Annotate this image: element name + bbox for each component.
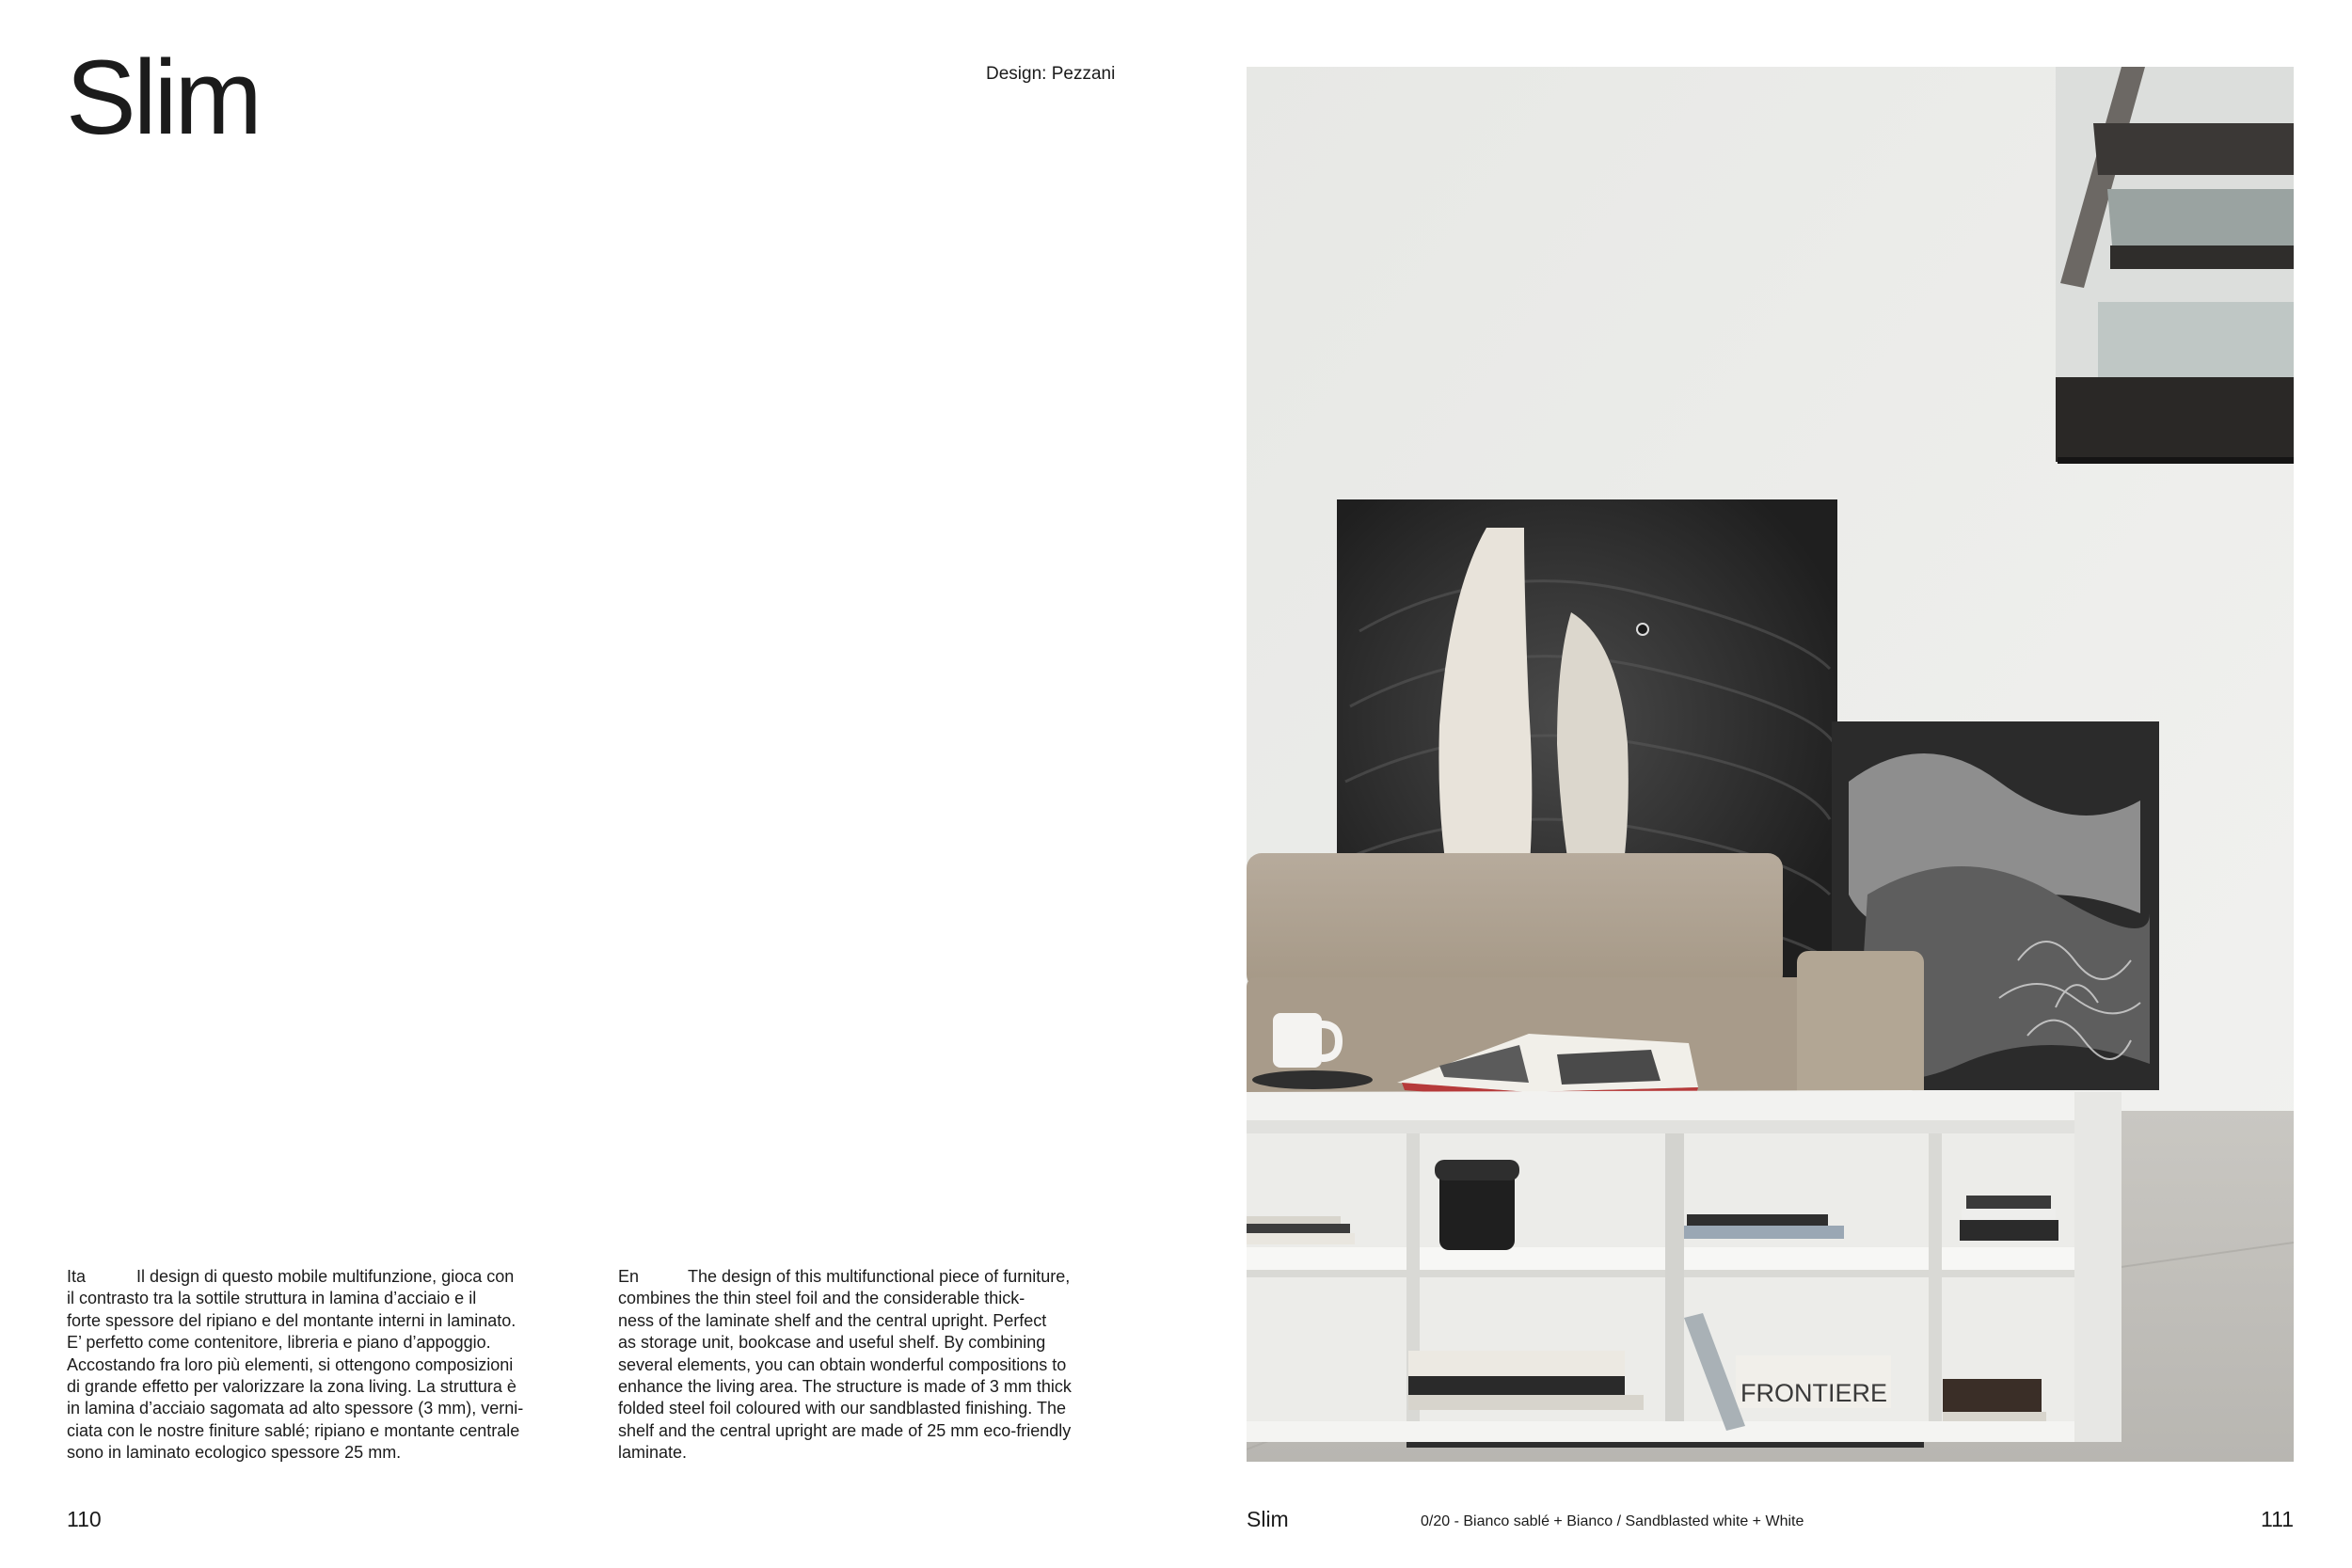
page-number-left: 110: [67, 1507, 102, 1531]
product-title: Slim: [66, 39, 260, 156]
photo-caption: 0/20 - Bianco sablé + Bianco / Sandblasted white + White: [1421, 1513, 1804, 1529]
en-line-9: laminate.: [618, 1443, 688, 1463]
page-number-right: 111: [2261, 1507, 2294, 1531]
book-spine-text: FRONTIERE: [1740, 1379, 1888, 1407]
ita-line-6: di grande effetto per valorizzare la zona living. La struttura è: [67, 1377, 516, 1397]
right-page: [1176, 0, 2352, 1568]
en-line-8: shelf and the central upright are made of 25 mm eco-friendly: [618, 1420, 1072, 1440]
en-line-2: combines the thin steel foil and the considerable thick-: [618, 1289, 1025, 1308]
product-photo: [1247, 67, 2294, 1462]
ita-line-4: E’ perfetto come contenitore, libreria e piano d’appoggio.: [67, 1333, 491, 1353]
en-line-1: En The design of this multifunctional piece of furniture,: [618, 1266, 1131, 1288]
en-line-7: folded steel foil coloured with our sandblasted finishing. The: [618, 1399, 1066, 1418]
ita-line-8: ciata con le nostre finiture sablé; ripiano e montante centrale: [67, 1420, 520, 1440]
en-line-3: ness of the laminate shelf and the central upright. Perfect: [618, 1310, 1047, 1330]
ita-line-2: il contrasto tra la sottile struttura in lamina d’acciaio e il: [67, 1289, 477, 1308]
language-tag-ita: Ita: [67, 1267, 87, 1286]
designer-credit: Design: Pezzani: [986, 64, 1116, 84]
ita-line-3: forte spessore del ripiano e del montante interni in laminato.: [67, 1310, 516, 1330]
english-description: [618, 1266, 1131, 1465]
ita-line-1: Ita Il design di questo mobile multifunzione, gioca con: [67, 1266, 575, 1288]
en-line-6: enhance the living area. The structure is made of 3 mm thick: [618, 1377, 1072, 1397]
en-line-5: several elements, you can obtain wonderful compositions to: [618, 1354, 1067, 1374]
staircase: [2056, 67, 2294, 464]
ita-line-7: in lamina d’acciaio sagomata ad alto spessore (3 mm), verni-: [67, 1399, 524, 1418]
living-room-scene: [1247, 67, 2294, 1462]
en-line-4: as storage unit, bookcase and useful shelf. By combining: [618, 1333, 1046, 1353]
running-title: Slim: [1247, 1507, 1289, 1531]
ita-line-5: Accostando fra loro più elementi, si ottengono composizioni: [67, 1354, 514, 1374]
ita-line-9: sono in laminato ecologico spessore 25 mm.: [67, 1443, 402, 1463]
italian-description: [67, 1266, 575, 1465]
language-tag-en: En: [618, 1267, 640, 1286]
